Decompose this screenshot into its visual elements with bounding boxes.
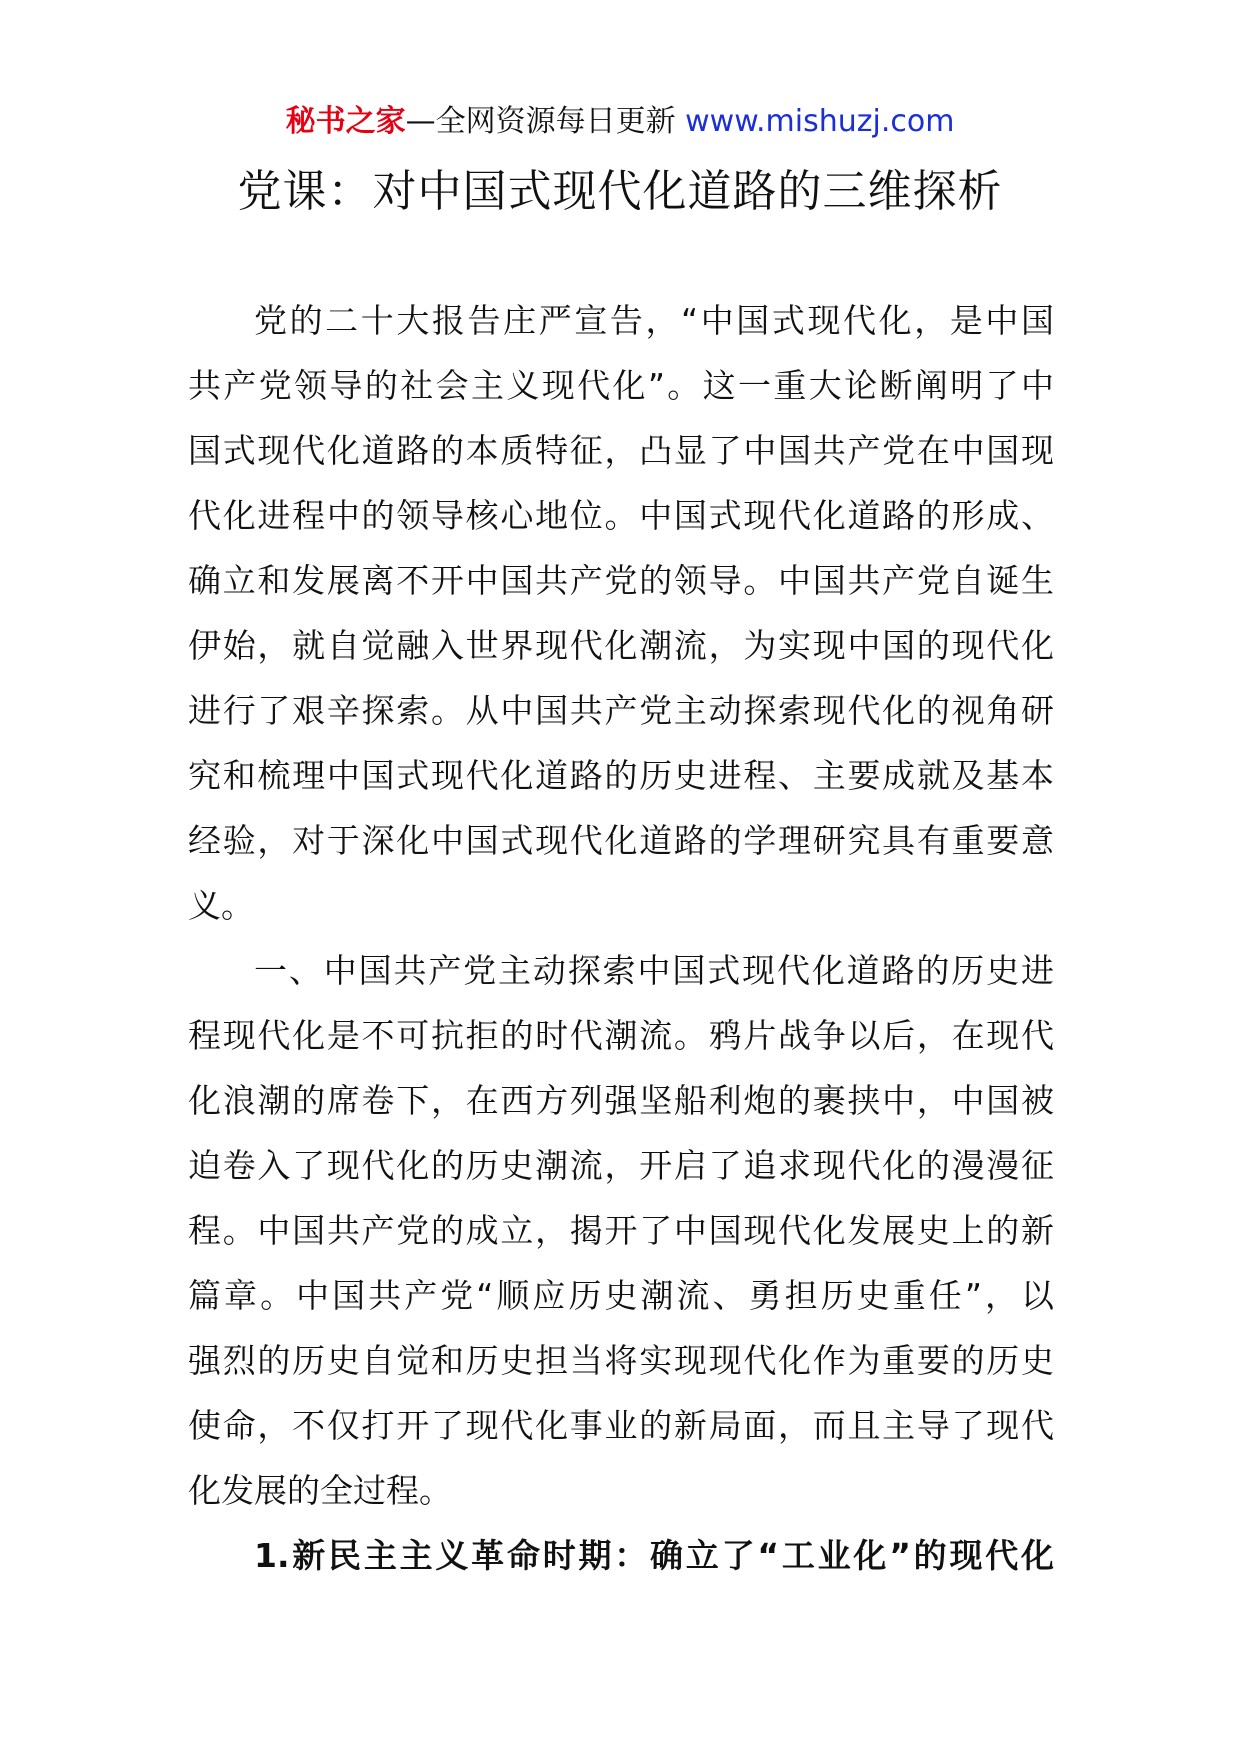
paragraph-1-line-5: 确立和发展离不开中国共产党的领导。中国共产党自诞生 [188, 561, 1054, 600]
paragraph-2-line-3: 化浪潮的席卷下，在西方列强坚船利炮的裹挟中，中国被 [188, 1081, 1054, 1120]
paragraph-2-line-1: 一、中国共产党主动探索中国式现代化道路的历史进 [254, 951, 1054, 990]
paragraph-2-line-7: 强烈的历史自觉和历史担当将实现现代化作为重要的历史 [188, 1341, 1054, 1380]
paragraph-1-line-10: 义。 [188, 886, 254, 925]
site-header [0, 100, 1240, 144]
paragraph-2-line-2: 程现代化是不可抗拒的时代潮流。鸦片战争以后，在现代 [188, 1016, 1054, 1055]
paragraph-2-line-6: 篇章。中国共产党“顺应历史潮流、勇担历史重任”，以 [188, 1276, 1054, 1315]
paragraph-1-line-9: 经验，对于深化中国式现代化道路的学理研究具有重要意 [188, 821, 1054, 860]
document-title: 党课：对中国式现代化道路的三维探析 [237, 166, 1003, 217]
paragraph-1-line-8: 究和梳理中国式现代化道路的历史进程、主要成就及基本 [188, 756, 1054, 795]
paragraph-1-line-3: 国式现代化道路的本质特征，凸显了中国共产党在中国现 [188, 431, 1054, 470]
header-tagline: —全网资源每日更新 [405, 104, 686, 139]
paragraph-2-line-8: 使命，不仅打开了现代化事业的新局面，而且主导了现代 [188, 1406, 1054, 1445]
paragraph-2-line-4: 迫卷入了现代化的历史潮流，开启了追求现代化的漫漫征 [188, 1146, 1054, 1185]
paragraph-1-line-6: 伊始，就自觉融入世界现代化潮流，为实现中国的现代化 [188, 626, 1054, 665]
brand-name: 秘书之家 [285, 104, 406, 139]
section-heading-1: 1.新民主主义革命时期：确立了“工业化”的现代化 [254, 1536, 1054, 1575]
paragraph-1-line-7: 进行了艰辛探索。从中国共产党主动探索现代化的视角研 [188, 691, 1054, 730]
paragraph-2-line-5: 程。中国共产党的成立，揭开了中国现代化发展史上的新 [188, 1211, 1054, 1250]
paragraph-2-line-9: 化发展的全过程。 [188, 1471, 452, 1510]
paragraph-1-line-4: 代化进程中的领导核心地位。中国式现代化道路的形成、 [188, 496, 1054, 535]
paragraph-1-line-1: 党的二十大报告庄严宣告，“中国式现代化，是中国 [254, 301, 1054, 340]
document-body [188, 288, 1054, 1588]
paragraph-1-line-2: 共产党领导的社会主义现代化”。这一重大论断阐明了中 [188, 366, 1054, 405]
site-url-link[interactable]: www.mishuzj.com [685, 104, 955, 139]
